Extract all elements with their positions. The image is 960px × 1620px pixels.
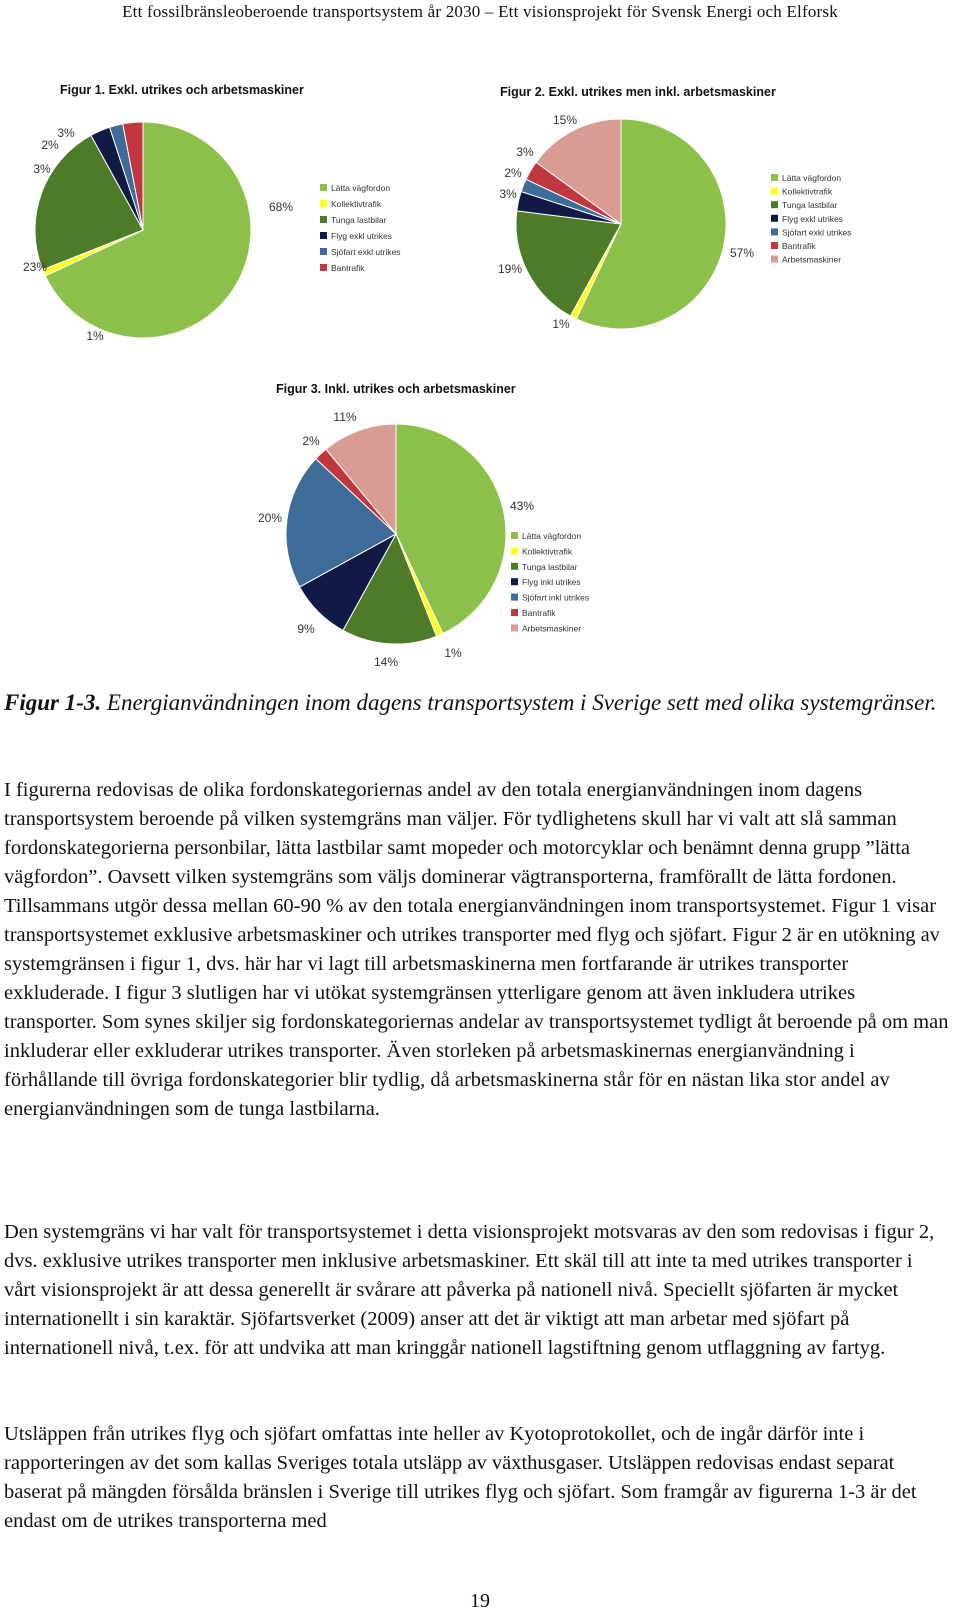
chart-3-value-label-1: 43% [509, 499, 535, 513]
paragraph-2: Den systemgräns vi har valt för transportsystemet i detta visionsprojekt motsvaras av den som redovisas i figur 2, dvs. exklusive utrikes transporter men inklusive arbetsmaskiner. Ett skäl till att inte ta med utrikes transporter i vårt visionsprojekt är att dessa generellt är svårare att påverka på nationell nivå. Speciellt sjöfarten är mycket internationellt i sin karaktär. Sjöfartsverket (2009) anser att det är viktigt att man arbetar med sjöfart på internationell nivå, t.ex. för att undvika att man kringgår nationell lagstiftning genom utflaggning av fartyg. [4, 1221, 935, 1359]
chart-2-legend-swatch-2 [771, 188, 778, 195]
chart-3-legend-swatch-1 [511, 532, 518, 539]
chart-3-value-label-7: 11% [333, 410, 357, 424]
chart-1-legend-label-6: Bantrafik [331, 263, 365, 273]
chart-3-legend-label-4: Flyg inkl utrikes [522, 577, 581, 588]
chart-3-legend-swatch-3 [511, 563, 518, 570]
chart-2-value-label-1: 57% [729, 246, 755, 260]
chart-3-legend-swatch-7 [511, 624, 518, 631]
chart-1-legend-label-4: Flyg exkl utrikes [331, 231, 392, 241]
chart-2-value-label-4: 3% [499, 187, 517, 201]
chart-1-legend-label-3: Tunga lastbilar [331, 215, 387, 225]
chart-3-legend-label-1: Lätta vägfordon [522, 531, 582, 541]
paragraph-3: Utsläppen från utrikes flyg och sjöfart omfattas inte heller av Kyotoprotokollet, och de ingår därför inte i rapporteringen av det som kallas Sveriges totala utsläpp av växthusgaser. Utsläppen redovisas endast separat baserat på mängden försålda bränslen i Sverige till utrikes flyg och sjöfart. Som framgår av figurerna 1-3 är det endast om de utrikes transporterna med [4, 1423, 917, 1532]
chart-2-legend-label-3: Tunga lastbilar [782, 200, 838, 211]
chart-3-legend-label-5: Sjöfart inkl utrikes [522, 592, 590, 603]
chart-1-value-label-1: 68% [268, 200, 294, 214]
chart-1-value-label-6: 3% [57, 126, 75, 140]
chart-3-title: Figur 3. Inkl. utrikes och arbetsmaskiner [276, 382, 516, 396]
chart-3-legend-swatch-5 [511, 594, 518, 601]
chart-2-legend-swatch-7 [771, 256, 778, 263]
chart-1-legend-swatch-1 [320, 184, 327, 191]
chart-2-value-label-6: 3% [516, 145, 534, 159]
chart-2-value-label-5: 2% [504, 166, 522, 180]
chart-2-legend-label-4: Flyg exkl utrikes [782, 213, 843, 224]
chart-2-legend-label-7: Arbetsmaskiner [782, 254, 842, 265]
chart-2-legend-swatch-4 [771, 215, 778, 222]
chart-3-legend-label-3: Tunga lastbilar [522, 561, 578, 572]
chart-3-legend-swatch-6 [511, 609, 518, 616]
chart-1-legend-swatch-2 [320, 200, 327, 207]
chart-3-value-label-5: 20% [257, 511, 283, 525]
chart-3-value-label-2: 1% [444, 646, 462, 660]
chart-1-value-label-4: 3% [33, 162, 51, 176]
chart-3-value-label-4: 9% [297, 622, 315, 636]
chart-1-legend-label-5: Sjöfart exkl utrikes [331, 247, 401, 257]
chart-2-legend-label-5: Sjöfart exkl utrikes [782, 227, 852, 238]
page-number: 19 [470, 1590, 490, 1612]
chart-1-value-label-2: 1% [86, 329, 104, 343]
chart-2-legend-swatch-5 [771, 228, 778, 235]
caption-label: Figur 1-3. [4, 690, 102, 715]
chart-2-legend-swatch-1 [771, 174, 778, 181]
chart-1-value-label-5: 2% [41, 138, 59, 152]
running-header: Ett fossilbränsleoberoende transportsystem år 2030 – Ett visionsprojekt för Svensk Energi och Elforsk [122, 2, 838, 21]
chart-2-value-label-3: 19% [497, 262, 523, 276]
chart-1-legend-swatch-5 [320, 248, 327, 255]
chart-2-legend-swatch-3 [771, 201, 778, 208]
chart-3-legend-swatch-4 [511, 578, 518, 585]
chart-2-legend-label-1: Lätta vägfordon [782, 173, 842, 183]
chart-3-value-label-6: 2% [302, 434, 320, 448]
paragraph-1: I figurerna redovisas de olika fordonskategoriernas andel av den totala energianvändningen inom dagens transportsystem beroende på vilken systemgräns man väljer. För tydlighetens skull har vi valt att slå samman fordonskategorierna personbilar, lätta lastbilar samt mopeder och motorcyklar och benämnt denna grupp ”lätta vägfordon”. Oavsett vilken systemgräns som väljs dominerar vägtransporterna, framförallt de lätta fordonen. Tillsammans utgör dessa mellan 60-90 % av den totala energianvändningen inom transportsystemet. Figur 1 visar transportsystemet exklusive arbetsmaskiner och utrikes transporter med flyg och sjöfart. Figur 2 är en utökning av systemgränsen i figur 1, dvs. här har vi lagt till arbetsmaskinerna men fortfarande är utrikes transporter exkluderade. I figur 3 slutligen har vi utökat systemgränsen ytterligare genom att även inkludera utrikes transporter. Som synes skiljer sig fordonskategoriernas andelar av transportsystemet tydligt åt beroende på om man inkluderar eller exkluderar utrikes transporter. Även storleken på arbetsmaskinernas energianvändning i förhållande till övriga fordonskategorier blir tydlig, då arbetsmaskinerna står för en nästan lika stor andel av energianvändningen som de tunga lastbilarna. [4, 779, 949, 1120]
chart-3-legend-label-7: Arbetsmaskiner [522, 623, 582, 634]
chart-2-title: Figur 2. Exkl. utrikes men inkl. arbetsmaskiner [500, 85, 776, 99]
chart-3-legend-label-2: Kollektivtrafik [522, 546, 573, 557]
chart-3-legend-swatch-2 [511, 547, 518, 554]
chart-1-legend-label-1: Lätta vägfordon [331, 183, 391, 193]
chart-1-value-label-3: 23% [22, 260, 48, 274]
chart-2-value-label-2: 1% [552, 317, 570, 331]
chart-1-title: Figur 1. Exkl. utrikes och arbetsmaskiner [60, 83, 304, 97]
chart-1-legend-label-2: Kollektivtrafik [331, 199, 382, 209]
figure-caption [4, 688, 944, 717]
chart-2-legend-swatch-6 [771, 242, 778, 249]
chart-2-legend-label-6: Bantrafik [782, 241, 816, 251]
caption-text: Energianvändningen inom dagens transportsystem i Sverige sett med olika systemgränser. [101, 690, 937, 715]
chart-1-legend-swatch-6 [320, 264, 327, 271]
chart-3-value-label-3: 14% [373, 655, 399, 669]
pie-charts-figure [0, 0, 960, 680]
chart-1-legend-swatch-3 [320, 216, 327, 223]
chart-2-legend-label-2: Kollektivtrafik [782, 186, 833, 197]
chart-3-legend-label-6: Bantrafik [522, 608, 556, 618]
chart-1-legend-swatch-4 [320, 232, 327, 239]
chart-2-value-label-7: 15% [552, 113, 578, 127]
